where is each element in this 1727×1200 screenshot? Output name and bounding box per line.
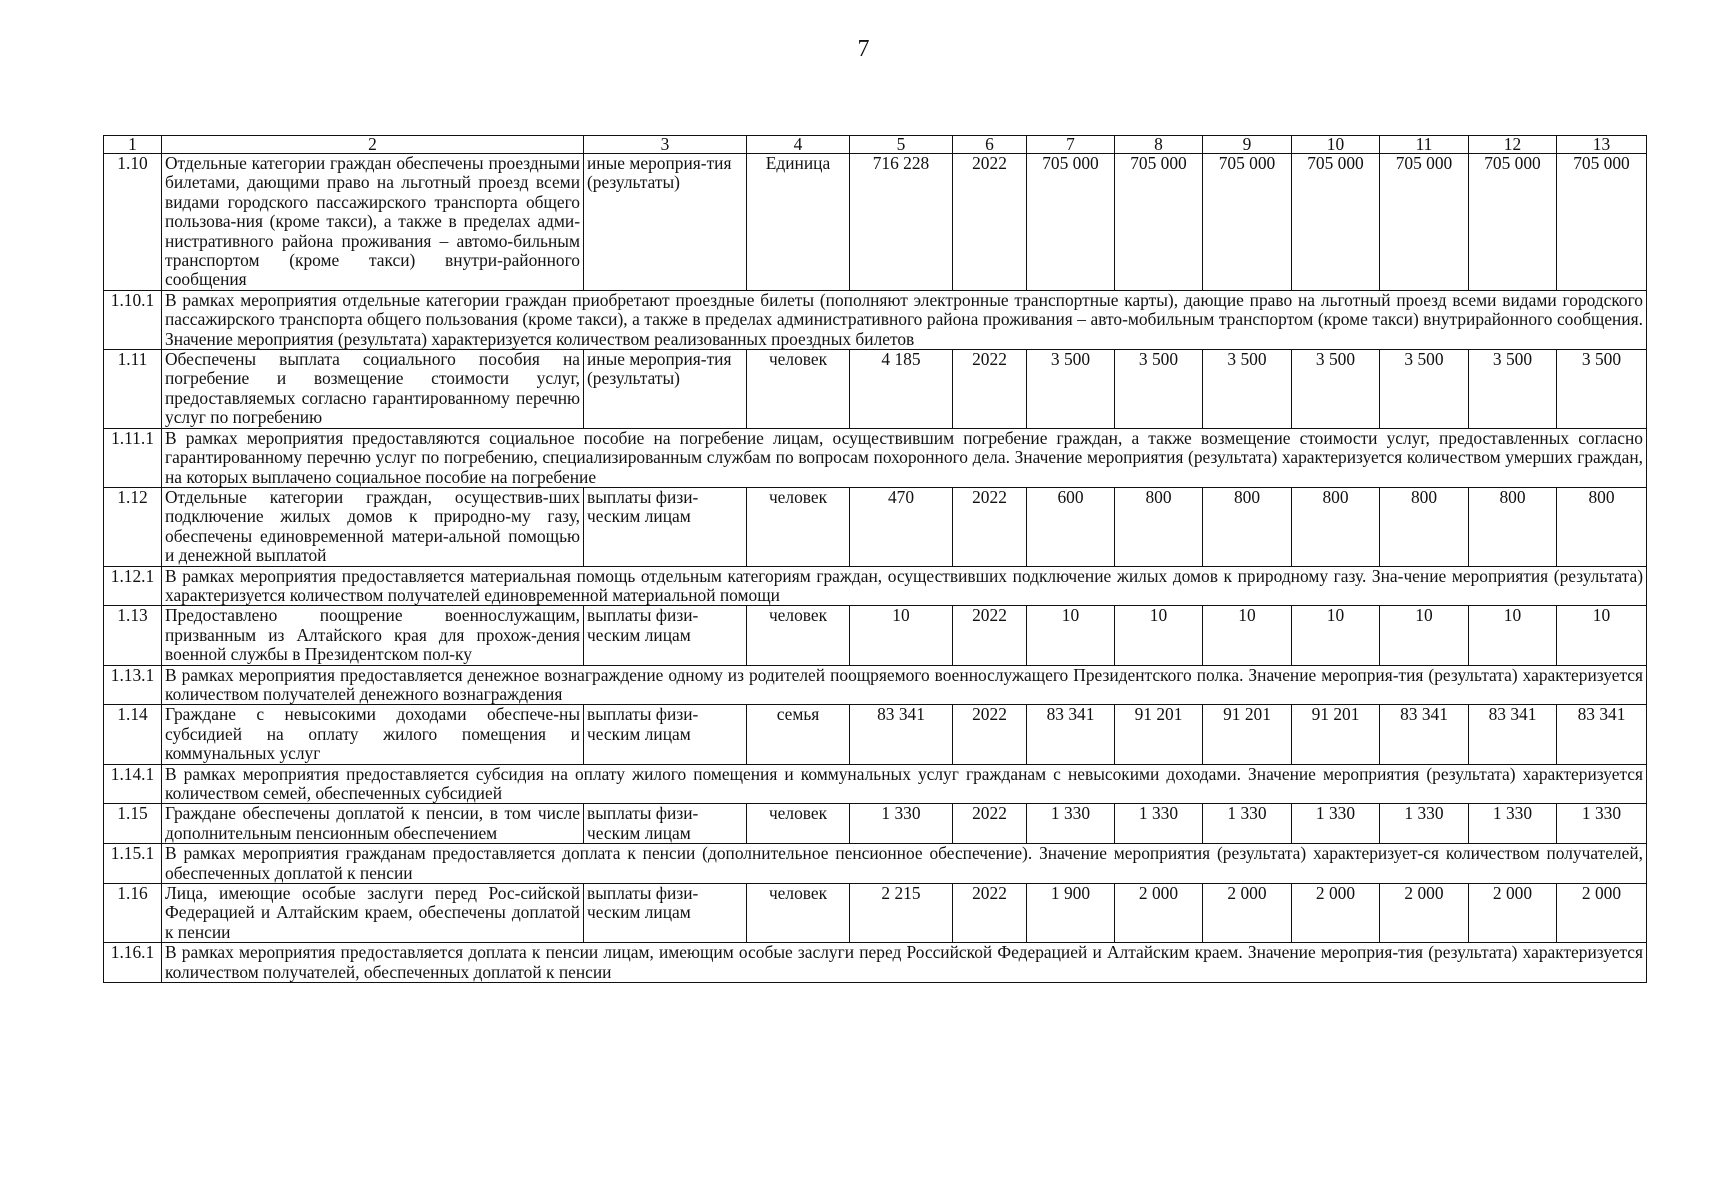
measure-row [104, 705, 1647, 764]
value-col-8: 705 000 [1115, 154, 1203, 291]
base-year: 2022 [953, 705, 1027, 764]
note-text: В рамках мероприятия предоставляется субсидия на оплату жилого помещения и коммунальных услуг гражданам с невысокими доходами. Значение мероприятия (результата) характеризуется количеством семей, обеспеченных субсидией [162, 764, 1647, 804]
measure-row [104, 884, 1647, 943]
note-row [104, 764, 1647, 804]
value-col-11: 10 [1380, 606, 1469, 665]
value-col-12: 83 341 [1469, 705, 1557, 764]
unit: человек [747, 804, 850, 844]
base-year: 2022 [953, 350, 1027, 429]
row-number: 1.14 [104, 705, 162, 764]
value-col-11: 800 [1380, 487, 1469, 566]
header-cell: 4 [747, 136, 850, 154]
page-number: 7 [857, 36, 870, 62]
measure-description: Предоставлено поощрение военнослужащим, призванным из Алтайского края для прохож-дения военной службы в Президентском пол-ку [162, 606, 584, 665]
value-col-13: 2 000 [1557, 884, 1647, 943]
value-col-10: 10 [1292, 606, 1380, 665]
value-col-8: 91 201 [1115, 705, 1203, 764]
note-row [104, 943, 1647, 983]
header-cell: 3 [584, 136, 747, 154]
measure-type: иные мероприя-тия (результаты) [584, 154, 747, 291]
value-col-9: 2 000 [1203, 884, 1292, 943]
value-col-13: 83 341 [1557, 705, 1647, 764]
row-number: 1.13 [104, 606, 162, 665]
row-number: 1.10 [104, 154, 162, 291]
value-col-12: 800 [1469, 487, 1557, 566]
value-col-12: 3 500 [1469, 350, 1557, 429]
value-col-8: 1 330 [1115, 804, 1203, 844]
measure-type: выплаты физи-ческим лицам [584, 705, 747, 764]
measure-description: Граждане обеспечены доплатой к пенсии, в том числе дополнительным пенсионным обеспечением [162, 804, 584, 844]
row-number: 1.16 [104, 884, 162, 943]
note-row [104, 566, 1647, 606]
measure-row [104, 350, 1647, 429]
measure-description: Граждане с невысокими доходами обеспече-ны субсидией на оплату жилого помещения и коммунальных услуг [162, 705, 584, 764]
header-row [104, 136, 1647, 154]
base-year: 2022 [953, 606, 1027, 665]
base-value: 4 185 [850, 350, 953, 429]
note-row [104, 844, 1647, 884]
header-cell: 11 [1380, 136, 1469, 154]
note-row [104, 428, 1647, 487]
unit: семья [747, 705, 850, 764]
value-col-11: 1 330 [1380, 804, 1469, 844]
measure-row [104, 804, 1647, 844]
value-col-10: 3 500 [1292, 350, 1380, 429]
header-cell: 8 [1115, 136, 1203, 154]
value-col-13: 705 000 [1557, 154, 1647, 291]
measure-description: Отдельные категории граждан, осуществив-ших подключение жилых домов к природно-му газу, обеспечены единовременной матери-альной помощью и денежной выплатой [162, 487, 584, 566]
measure-type: иные мероприя-тия (результаты) [584, 350, 747, 429]
value-col-12: 705 000 [1469, 154, 1557, 291]
value-col-13: 800 [1557, 487, 1647, 566]
value-col-7: 600 [1027, 487, 1115, 566]
header-cell: 12 [1469, 136, 1557, 154]
measure-type: выплаты физи-ческим лицам [584, 606, 747, 665]
note-number: 1.11.1 [104, 428, 162, 487]
measure-type: выплаты физи-ческим лицам [584, 487, 747, 566]
measure-row [104, 487, 1647, 566]
note-number: 1.15.1 [104, 844, 162, 884]
value-col-13: 3 500 [1557, 350, 1647, 429]
value-col-11: 83 341 [1380, 705, 1469, 764]
base-year: 2022 [953, 487, 1027, 566]
header-cell: 5 [850, 136, 953, 154]
value-col-10: 2 000 [1292, 884, 1380, 943]
table-body [104, 136, 1647, 983]
value-col-9: 1 330 [1203, 804, 1292, 844]
note-text: В рамках мероприятия предоставляется денежное вознаграждение одному из родителей поощряемого военнослужащего Президентского полка. Значение мероприя-тия (результата) характеризуется количеством получателей денежного вознаграждения [162, 665, 1647, 705]
value-col-10: 1 330 [1292, 804, 1380, 844]
value-col-9: 3 500 [1203, 350, 1292, 429]
value-col-8: 800 [1115, 487, 1203, 566]
value-col-13: 10 [1557, 606, 1647, 665]
unit: человек [747, 350, 850, 429]
note-number: 1.12.1 [104, 566, 162, 606]
base-value: 10 [850, 606, 953, 665]
value-col-11: 705 000 [1380, 154, 1469, 291]
measure-type: выплаты физи-ческим лицам [584, 804, 747, 844]
value-col-7: 1 330 [1027, 804, 1115, 844]
note-number: 1.13.1 [104, 665, 162, 705]
measure-description: Обеспечены выплата социального пособия на погребение и возмещение стоимости услуг, предоставляемых согласно гарантированному перечню услуг по погребению [162, 350, 584, 429]
value-col-12: 10 [1469, 606, 1557, 665]
note-text: В рамках мероприятия предоставляется материальная помощь отдельным категориям граждан, осуществивших подключение жилых домов к природному газу. Зна-чение мероприятия (результата) характеризуется количеством получателей единовременной материальной помощи [162, 566, 1647, 606]
measures-table [103, 135, 1647, 983]
unit: человек [747, 606, 850, 665]
measure-description: Отдельные категории граждан обеспечены проездными билетами, дающими право на льготный проезд всеми видами городского пассажирского транспорта общего пользова-ния (кроме такси), а также в пределах адми-нистративного района проживания – автомо-бильным транспортом (кроме такси) внутри-районного сообщения [162, 154, 584, 291]
note-number: 1.10.1 [104, 290, 162, 349]
value-col-9: 800 [1203, 487, 1292, 566]
header-cell: 10 [1292, 136, 1380, 154]
value-col-11: 2 000 [1380, 884, 1469, 943]
base-value: 83 341 [850, 705, 953, 764]
value-col-8: 10 [1115, 606, 1203, 665]
value-col-9: 91 201 [1203, 705, 1292, 764]
measure-row [104, 154, 1647, 291]
value-col-10: 705 000 [1292, 154, 1380, 291]
base-value: 2 215 [850, 884, 953, 943]
value-col-7: 10 [1027, 606, 1115, 665]
value-col-7: 1 900 [1027, 884, 1115, 943]
row-number: 1.11 [104, 350, 162, 429]
header-cell: 1 [104, 136, 162, 154]
note-row [104, 290, 1647, 349]
value-col-13: 1 330 [1557, 804, 1647, 844]
value-col-12: 2 000 [1469, 884, 1557, 943]
measure-description: Лица, имеющие особые заслуги перед Рос-сийской Федерацией и Алтайским краем, обеспечены доплатой к пенсии [162, 884, 584, 943]
base-year: 2022 [953, 884, 1027, 943]
base-year: 2022 [953, 154, 1027, 291]
value-col-8: 3 500 [1115, 350, 1203, 429]
value-col-7: 3 500 [1027, 350, 1115, 429]
base-value: 1 330 [850, 804, 953, 844]
header-cell: 9 [1203, 136, 1292, 154]
header-cell: 2 [162, 136, 584, 154]
value-col-10: 91 201 [1292, 705, 1380, 764]
measure-type: выплаты физи-ческим лицам [584, 884, 747, 943]
row-number: 1.15 [104, 804, 162, 844]
note-number: 1.14.1 [104, 764, 162, 804]
value-col-8: 2 000 [1115, 884, 1203, 943]
value-col-7: 705 000 [1027, 154, 1115, 291]
base-value: 470 [850, 487, 953, 566]
unit: Единица [747, 154, 850, 291]
note-text: В рамках мероприятия предоставляется доплата к пенсии лицам, имеющим особые заслуги перед Российской Федерацией и Алтайским краем. Значение мероприя-тия (результата) характеризуется количеством получателей, обеспеченных доплатой к пенсии [162, 943, 1647, 983]
header-cell: 7 [1027, 136, 1115, 154]
value-col-7: 83 341 [1027, 705, 1115, 764]
row-number: 1.12 [104, 487, 162, 566]
unit: человек [747, 487, 850, 566]
note-row [104, 665, 1647, 705]
measure-row [104, 606, 1647, 665]
value-col-11: 3 500 [1380, 350, 1469, 429]
note-text: В рамках мероприятия отдельные категории граждан приобретают проездные билеты (пополняют электронные транспортные карты), дающие право на льготный проезд всеми видами городского пассажирского транспорта общего пользования (кроме такси), а также в пределах административного района проживания – авто-мобильным транспортом (кроме такси) внутрирайонного сообщения. Значение мероприятия (результата) характеризуется количеством реализованных проездных билетов [162, 290, 1647, 349]
header-cell: 6 [953, 136, 1027, 154]
base-value: 716 228 [850, 154, 953, 291]
value-col-10: 800 [1292, 487, 1380, 566]
note-text: В рамках мероприятия предоставляются социальное пособие на погребение лицам, осуществившим погребение граждан, а также возмещение стоимости услуг, предоставленных согласно гарантированному перечню услуг по погребению, специализированным службам по вопросам похоронного дела. Значение мероприятия (результата) характеризуется количеством умерших граждан, на которых выплачено социальное пособие на погребение [162, 428, 1647, 487]
header-cell: 13 [1557, 136, 1647, 154]
unit: человек [747, 884, 850, 943]
base-year: 2022 [953, 804, 1027, 844]
note-text: В рамках мероприятия гражданам предоставляется доплата к пенсии (дополнительное пенсионное обеспечение). Значение мероприятия (результата) характеризует-ся количеством получателей, обеспеченных доплатой к пенсии [162, 844, 1647, 884]
note-number: 1.16.1 [104, 943, 162, 983]
value-col-12: 1 330 [1469, 804, 1557, 844]
value-col-9: 10 [1203, 606, 1292, 665]
value-col-9: 705 000 [1203, 154, 1292, 291]
